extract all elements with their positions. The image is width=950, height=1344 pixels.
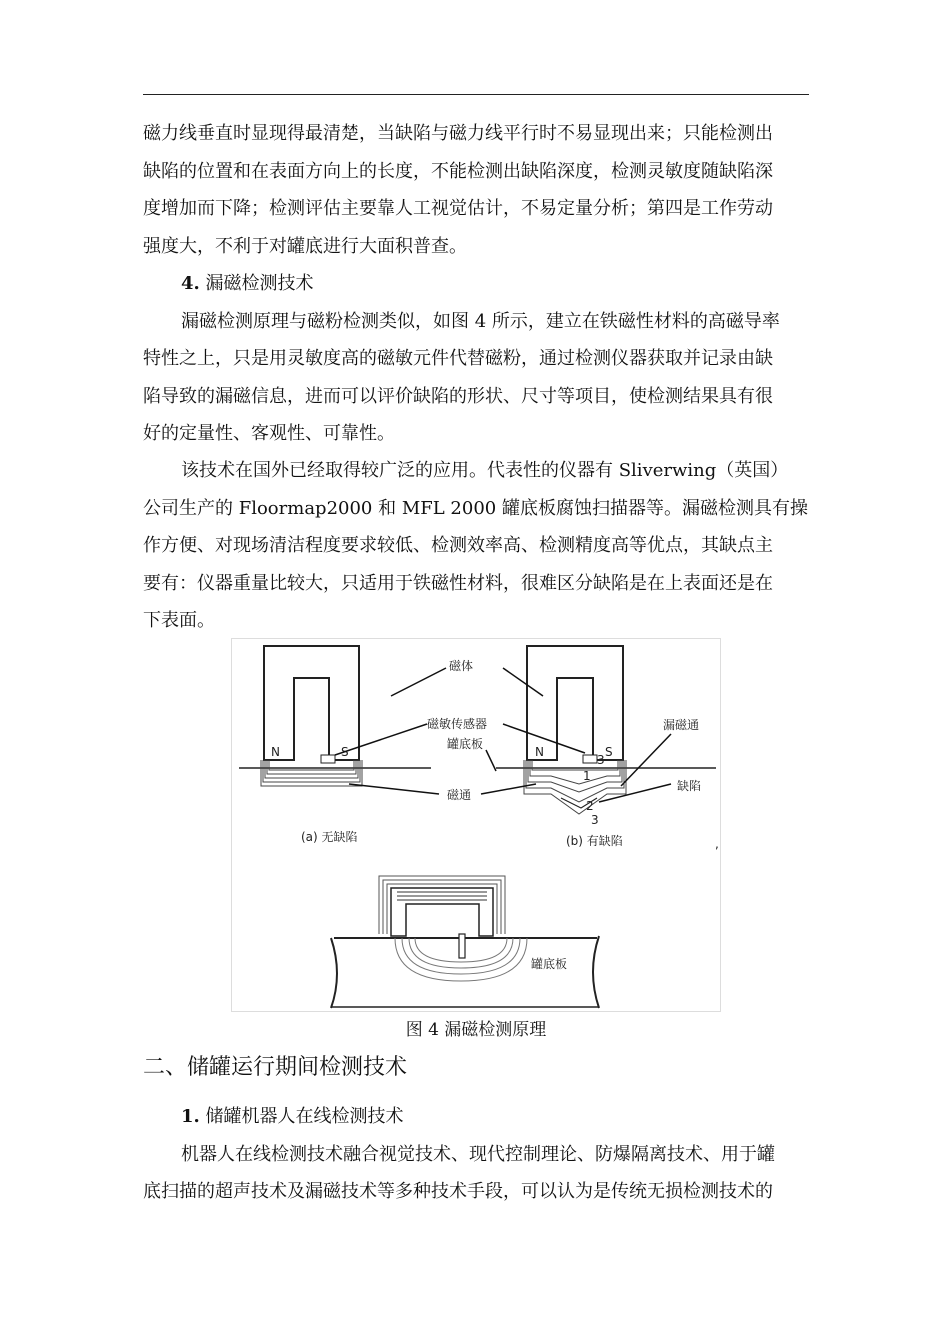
mfl-application-paragraph bbox=[143, 452, 809, 640]
defect-label: 缺陷 bbox=[677, 779, 702, 793]
flux-number-1: 1 bbox=[583, 769, 591, 783]
figure-caption: 图 4 漏磁检测原理 bbox=[405, 1020, 547, 1040]
subsection-title: 储罐机器人在线检测技术 bbox=[205, 1106, 404, 1127]
paragraph-line: 陷导致的漏磁信息，进而可以评价缺陷的形状、尺寸等项目，使检测结果具有很 bbox=[143, 385, 773, 407]
subsection-title: 漏磁检测技术 bbox=[205, 273, 314, 294]
pole-n-label: N bbox=[271, 745, 280, 759]
subsection-number: 4. bbox=[181, 273, 200, 294]
flux-label: 磁通 bbox=[447, 788, 472, 802]
paragraph-line: 度增加而下降；检测评估主要靠人工视觉估计，不易定量分析；第四是工作劳动 bbox=[143, 198, 773, 219]
pole-s-label-b: S bbox=[605, 745, 613, 759]
paragraph-line: 漏磁检测原理与磁粉检测类似，如图 4 所示，建立在铁磁性材料的高磁导率 bbox=[181, 310, 780, 332]
flux-number-3-top: 3 bbox=[597, 753, 605, 767]
paragraph-line: 好的定量性、客观性、可靠性。 bbox=[143, 423, 395, 444]
leak-flux-label: 漏磁通 bbox=[663, 718, 700, 732]
sensor-label: 磁敏传感器 bbox=[427, 717, 488, 731]
paragraph-line: 特性之上，只是用灵敏度高的磁敏元件代替磁粉，通过检测仪器获取并记录由缺 bbox=[143, 348, 773, 369]
paragraph-line: 该技术在国外已经取得较广泛的应用。代表性的仪器有 Sliverwing（英国） bbox=[181, 460, 789, 481]
paragraph-line: 下表面。 bbox=[143, 610, 215, 631]
plate-bottom-label: 罐底板 bbox=[531, 957, 568, 971]
paragraph-line: 机器人在线检测技术融合视觉技术、现代控制理论、防爆隔离技术、用于罐 bbox=[181, 1143, 775, 1165]
section-title: 二、储罐运行期间检测技术 bbox=[143, 1055, 408, 1080]
mfl-principle-paragraph bbox=[143, 303, 809, 453]
caption-a: (a) 无缺陷 bbox=[301, 830, 358, 844]
subsection-heading-mfl bbox=[143, 265, 809, 303]
robot-paragraph bbox=[143, 1136, 809, 1211]
flux-number-3-bottom: 3 bbox=[591, 813, 599, 827]
caption-b: (b) 有缺陷 bbox=[566, 834, 623, 848]
header-rule bbox=[143, 94, 809, 95]
paragraph-line: 底扫描的超声技术及漏磁技术等多种技术手段，可以认为是传统无损检测技术的 bbox=[143, 1181, 773, 1202]
paragraph-line: 作方便、对现场清洁程度要求较低、检测效率高、检测精度高等优点，其缺点主 bbox=[143, 535, 773, 556]
figure-diagram bbox=[231, 638, 721, 1012]
svg-text:,: , bbox=[715, 837, 719, 851]
subsection-heading-robot bbox=[143, 1098, 809, 1136]
paragraph-line: 要有：仪器重量比较大，只适用于铁磁性材料，很难区分缺陷是在上表面还是在 bbox=[143, 572, 773, 594]
top-paragraph bbox=[143, 115, 809, 265]
paragraph-line: 公司生产的 Floormap2000 和 MFL 2000 罐底板腐蚀扫描器等。漏磁检测具有操 bbox=[143, 497, 808, 519]
text-block-application bbox=[143, 452, 809, 640]
paragraph-line: 缺陷的位置和在表面方向上的长度，不能检测出缺陷深度，检测灵敏度随缺陷深 bbox=[143, 160, 773, 182]
mfl-principle-figure bbox=[231, 638, 721, 1012]
paragraph-line: 强度大，不利于对罐底进行大面积普查。 bbox=[143, 235, 467, 257]
pole-s-label: S bbox=[341, 745, 349, 759]
pole-n-label-b: N bbox=[535, 745, 544, 759]
flux-number-2: 2 bbox=[586, 799, 594, 813]
paragraph-line: 磁力线垂直时显现得最清楚，当缺陷与磁力线平行时不易显现出来；只能检测出 bbox=[143, 123, 773, 144]
plate-label: 罐底板 bbox=[447, 737, 484, 751]
text-block-robot bbox=[143, 1098, 809, 1211]
subsection-number: 1. bbox=[181, 1106, 200, 1127]
text-block-top bbox=[143, 115, 809, 453]
magnet-label: 磁体 bbox=[449, 659, 474, 673]
